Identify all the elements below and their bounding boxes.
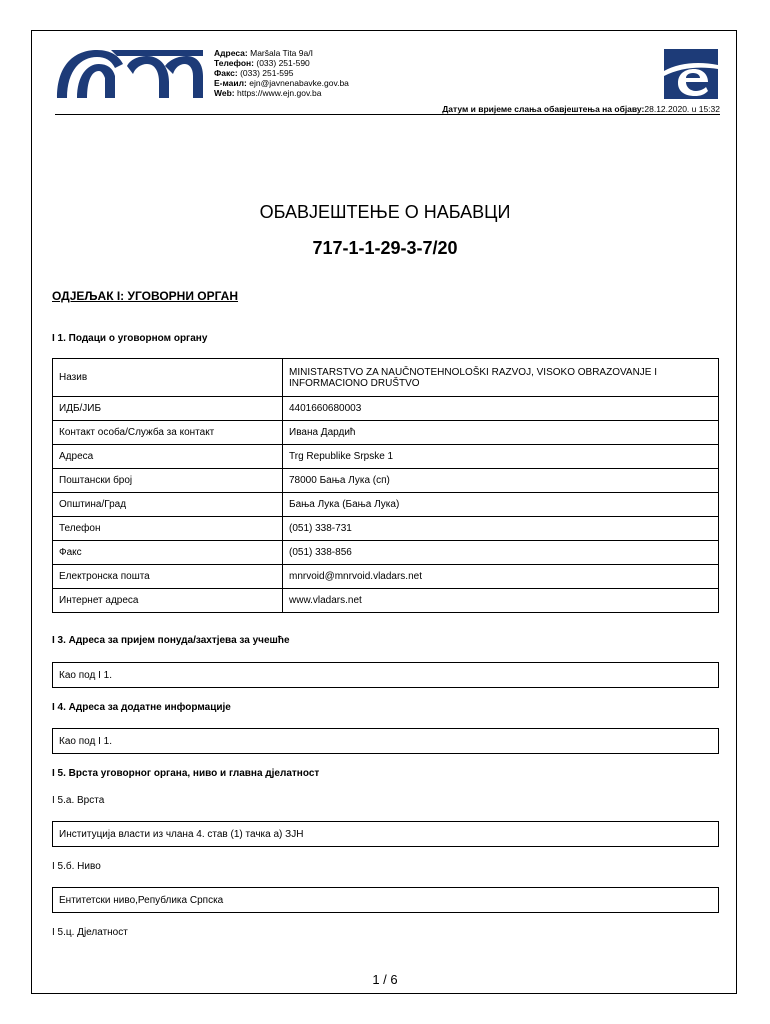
table-row (53, 445, 719, 469)
table-row (53, 359, 719, 397)
notice-number: 717-1-1-29-3-7/20 (312, 238, 458, 258)
table-row (53, 397, 719, 421)
table-row (53, 421, 719, 445)
i3-title: I 3. Адреса за пријем понуда/захтјева за учешће (52, 635, 290, 646)
row-key: Факс (53, 541, 283, 565)
row-value: Бања Лука (Бања Лука) (283, 493, 719, 517)
row-key: Назив (53, 359, 283, 397)
i5b-label: I 5.б. Ниво (52, 861, 101, 872)
row-key: ИДБ/ЈИБ (53, 397, 283, 421)
row-value: (051) 338-856 (283, 541, 719, 565)
row-key: Општина/Град (53, 493, 283, 517)
table-row (53, 517, 719, 541)
contact-fax: Факс: (033) 251-595 (214, 68, 294, 78)
contact-phone: Телефон: (033) 251-590 (214, 58, 310, 68)
i3-value-box: Као под I 1. (52, 662, 719, 688)
i1-title: I 1. Подаци о уговорном органу (52, 333, 208, 344)
contact-web: Web: https://www.ejn.gov.ba (214, 88, 322, 98)
i5-title: I 5. Врста уговорног органа, ниво и главна дјелатност (52, 768, 320, 779)
row-key: Телефон (53, 517, 283, 541)
row-value: Ивана Дардић (283, 421, 719, 445)
table-row (53, 493, 719, 517)
row-value: 78000 Бања Лука (сп) (283, 469, 719, 493)
contracting-authority-table (52, 358, 719, 613)
table-row (53, 541, 719, 565)
section-title: ОДЈЕЉАК I: УГОВОРНИ ОРГАН (52, 289, 239, 303)
row-value: mnrvoid@mnrvoid.vladars.net (283, 565, 719, 589)
i4-value-box: Као под I 1. (52, 728, 719, 754)
row-key: Електронска пошта (53, 565, 283, 589)
page-title: ОБАВЈЕШТЕЊЕ О НАБАВЦИ (259, 202, 511, 222)
page-number: 1 / 6 (372, 972, 398, 987)
row-key: Интернет адреса (53, 589, 283, 613)
i4-title: I 4. Адреса за додатне информације (52, 702, 231, 713)
row-value: Trg Republike Srpske 1 (283, 445, 719, 469)
i5a-label: I 5.а. Врста (52, 795, 105, 806)
contact-info (214, 48, 349, 98)
table-row (53, 565, 719, 589)
row-key: Адреса (53, 445, 283, 469)
header-divider (55, 114, 720, 115)
datum-line: Датум и вријеме слања обавјештења на објаву:28.12.2020. u 15:32 (442, 104, 720, 114)
table-row (53, 589, 719, 613)
row-key: Контакт особа/Служба за контакт (53, 421, 283, 445)
ejn-logo-icon (55, 46, 203, 100)
row-value: (051) 338-731 (283, 517, 719, 541)
contact-email: E-маил: ejn@javnenabavke.gov.ba (214, 78, 349, 88)
row-value: www.vladars.net (283, 589, 719, 613)
contact-address: Адреса: Maršala Tita 9a/I (214, 48, 313, 58)
row-value: MINISTARSTVO ZA NAUČNOTEHNOLOŠKI RAZVOJ, VISOKO OBRAZOVANJE I INFORMACIONO DRUŠTVO (283, 359, 719, 397)
row-key: Поштански број (53, 469, 283, 493)
i5b-value-box: Ентитетски ниво,Република Српска (52, 887, 719, 913)
e-logo-icon (664, 49, 718, 99)
table-row (53, 469, 719, 493)
row-value: 4401660680003 (283, 397, 719, 421)
i5a-value-box: Институција власти из члана 4. став (1) тачка а) ЗЈН (52, 821, 719, 847)
i5c-label: I 5.ц. Дјелатност (52, 927, 128, 938)
